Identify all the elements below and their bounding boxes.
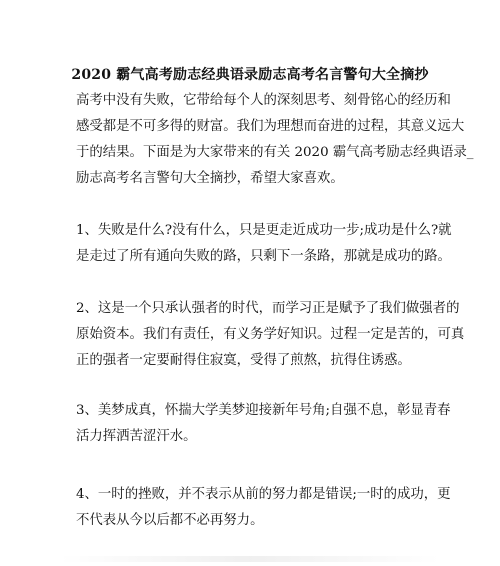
quote-line: 活力挥洒苦涩汗水。 <box>76 429 197 444</box>
quote-line: 4、一时的挫败，并不表示从前的努力都是错误;一时的成功，更 <box>76 487 451 502</box>
intro-line: 高考中没有失败，它带给每个人的深刻思考、刻骨铭心的经历和 <box>76 93 451 108</box>
quote-item-2 <box>76 296 465 374</box>
quote-line: 是走过了所有通向失败的路，只剩下一条路，那就是成功的路。 <box>76 249 451 264</box>
quote-line: 不代表从今以后都不必再努力。 <box>76 513 264 528</box>
faint-footer-mark <box>60 556 440 562</box>
intro-line: 于的结果。下面是为大家带来的有关 2020 霸气高考励志经典语录_ <box>76 145 474 160</box>
document-title: 2020 霸气高考励志经典语录励志高考名言警句大全摘抄 <box>71 67 429 83</box>
quote-item-1 <box>76 218 452 270</box>
quote-line: 2、这是一个只承认强者的时代，而学习正是赋予了我们做强者的 <box>76 301 460 316</box>
intro-paragraph <box>76 88 474 192</box>
quote-line: 原始资本。我们有责任，有义务学好知识。过程一定是苦的，可真 <box>76 327 465 342</box>
quote-line: 1、失败是什么?没有什么，只是更走近成功一步;成功是什么?就 <box>76 223 452 238</box>
quote-item-3 <box>76 398 451 450</box>
quote-line: 正的强者一定要耐得住寂寞，受得了煎熬，抗得住诱惑。 <box>76 353 411 368</box>
intro-line: 励志高考名言警句大全摘抄，希望大家喜欢。 <box>76 171 344 186</box>
quote-item-4 <box>76 482 451 534</box>
intro-line: 感受都是不可多得的财富。我们为理想而奋进的过程，其意义远大 <box>76 119 465 134</box>
quote-line: 3、美梦成真，怀揣大学美梦迎接新年号角;自强不息，彰显青春 <box>76 403 451 418</box>
